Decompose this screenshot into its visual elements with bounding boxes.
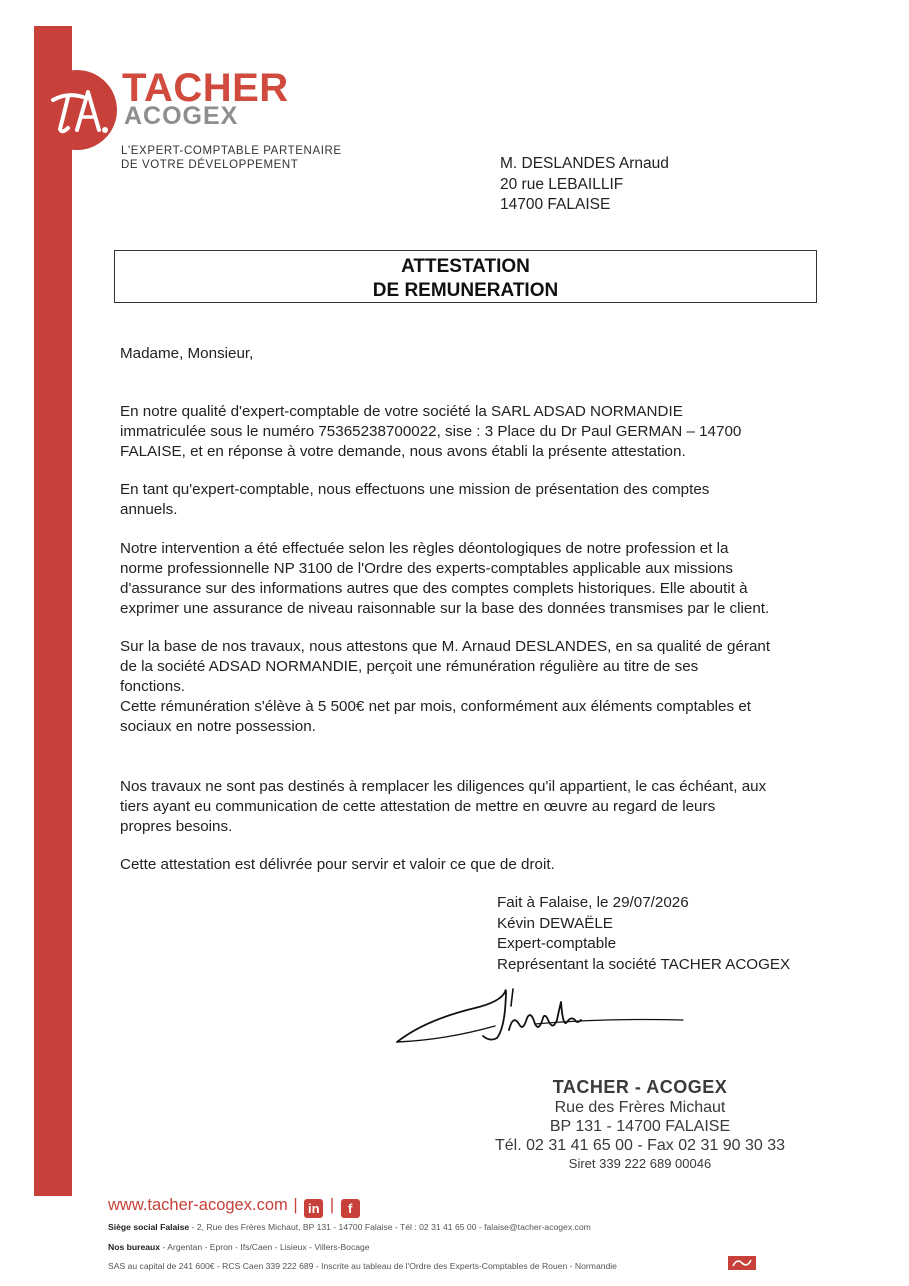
document-title-box <box>114 250 817 303</box>
footer-legal-info: SAS au capital de 241 600€ - RCS Caen 339 222 689 - Inscrite au tableau de l'Ordre des Experts-Comptables de Rouen - Normandie <box>108 1261 617 1271</box>
place-and-date: Fait à Falaise, le 29/07/2026 <box>497 894 689 911</box>
paragraph-line: exprimer une assurance de niveau raisonnable sur la base des données transmises par le client. <box>120 600 770 617</box>
paragraph-mission <box>120 480 810 520</box>
paragraph-line: tiers ayant eu communication de cette attestation de mettre en œuvre au regard de leurs <box>120 798 716 815</box>
signature-block <box>497 893 790 975</box>
left-accent-bar <box>34 26 72 1196</box>
salutation: Madame, Monsieur, <box>120 345 254 362</box>
stamp-city: BP 131 - 14700 FALAISE <box>549 1118 731 1135</box>
recipient-street: 20 rue LEBAILLIF <box>500 175 624 193</box>
stamp-siret: Siret 339 222 689 00046 <box>568 1156 712 1171</box>
paragraph-company-identity <box>120 402 810 462</box>
paragraph-line: Sur la base de nos travaux, nous attestons que M. Arnaud DESLANDES, en sa qualité de gérant <box>120 638 771 655</box>
signatory-role: Expert-comptable <box>497 935 617 952</box>
handwritten-signature <box>385 980 695 1060</box>
paragraph-closing: Cette attestation est délivrée pour servir et valoir ce que de droit. <box>120 856 555 873</box>
paragraph-line: fonctions. <box>120 678 186 695</box>
company-stamp <box>490 1076 790 1172</box>
paragraph-line: sociaux en notre possession. <box>120 718 316 735</box>
tagline-line-1: L'EXPERT-COMPTABLE PARTENAIRE <box>121 145 342 157</box>
footer-headquarters-label: Siège social Falaise <box>108 1222 190 1232</box>
footer-website-link[interactable]: www.tacher-acogex.com <box>108 1196 288 1214</box>
document-title-line2: DE REMUNERATION <box>372 280 559 301</box>
footer-offices-label: Nos bureaux <box>108 1242 161 1252</box>
footer-separator: | <box>293 1196 298 1214</box>
paragraph-remuneration <box>120 637 810 737</box>
tagline-line-2: DE VOTRE DÉVELOPPEMENT <box>121 159 299 171</box>
footer-headquarters <box>108 1222 591 1233</box>
recipient-address <box>500 154 669 216</box>
paragraph-norms <box>120 539 810 619</box>
facebook-icon[interactable]: f <box>341 1199 360 1218</box>
signatory-name: Kévin DEWAËLE <box>497 914 613 932</box>
paragraph-line: Cette rémunération s'élève à 5 500€ net par mois, conformément aux éléments comptables et <box>120 698 751 715</box>
stamp-street: Rue des Frères Michaut <box>554 1099 726 1116</box>
footer-headquarters-text: - 2, Rue des Frères Michaut, BP 131 - 14700 Falaise - Tél : 02 31 41 65 00 - falaise@tacher-acogex.com <box>189 1222 591 1232</box>
paragraph-line: d'assurance sur des informations autres que des comptes complets historiques. Elle aboutit à <box>120 580 748 597</box>
paragraph-line: En notre qualité d'expert-comptable de votre société la SARL ADSAD NORMANDIE <box>120 403 683 420</box>
paragraph-line: de la société ADSAD NORMANDIE, perçoit une rémunération régulière au titre de ses <box>120 658 699 675</box>
paragraph-line: En tant qu'expert-comptable, nous effectuons une mission de présentation des comptes <box>120 481 710 498</box>
footer-offices <box>108 1242 370 1253</box>
paragraph-line: propres besoins. <box>120 818 233 835</box>
stamp-phone-fax: Tél. 02 31 41 65 00 - Fax 02 31 90 30 33 <box>495 1137 785 1154</box>
footer-offices-text: - Argentan - Epron - Ifs/Caen - Lisieux - Villers-Bocage <box>160 1242 370 1252</box>
document-title-line1: ATTESTATION <box>401 256 530 277</box>
signatory-company: Représentant la société TACHER ACOGEX <box>497 955 791 973</box>
brand-name-line2: ACOGEX <box>124 102 239 130</box>
ta-monogram-logo-icon <box>37 70 117 150</box>
linkedin-icon[interactable]: in <box>304 1199 323 1218</box>
paragraph-line: Nos travaux ne sont pas destinés à remplacer les diligences qu'il appartient, le cas échéant, aux <box>120 778 767 795</box>
recipient-city: 14700 FALAISE <box>500 196 611 213</box>
paragraph-line: immatriculée sous le numéro 75365238700022, sise : 3 Place du Dr Paul GERMAN – 14700 <box>120 423 742 440</box>
footer-separator: | <box>329 1196 335 1214</box>
footer-website-row <box>108 1196 361 1218</box>
brand-tagline <box>121 144 342 172</box>
paragraph-line: norme professionnelle NP 3100 de l'Ordre des experts-comptables applicable aux missions <box>120 560 733 577</box>
recipient-name: M. DESLANDES Arnaud <box>500 155 669 172</box>
paragraph-line: FALAISE, et en réponse à votre demande, nous avons établi la présente attestation. <box>120 443 686 460</box>
paragraph-limitations <box>120 777 810 837</box>
paragraph-line: annuels. <box>120 501 178 518</box>
brand-name-line1: TACHER <box>122 66 289 110</box>
paragraph-line: Notre intervention a été effectuée selon les règles déontologiques de notre profession et la <box>120 540 729 557</box>
order-experts-logo-icon <box>728 1256 756 1270</box>
stamp-company-name: TACHER - ACOGEX <box>552 1077 728 1097</box>
